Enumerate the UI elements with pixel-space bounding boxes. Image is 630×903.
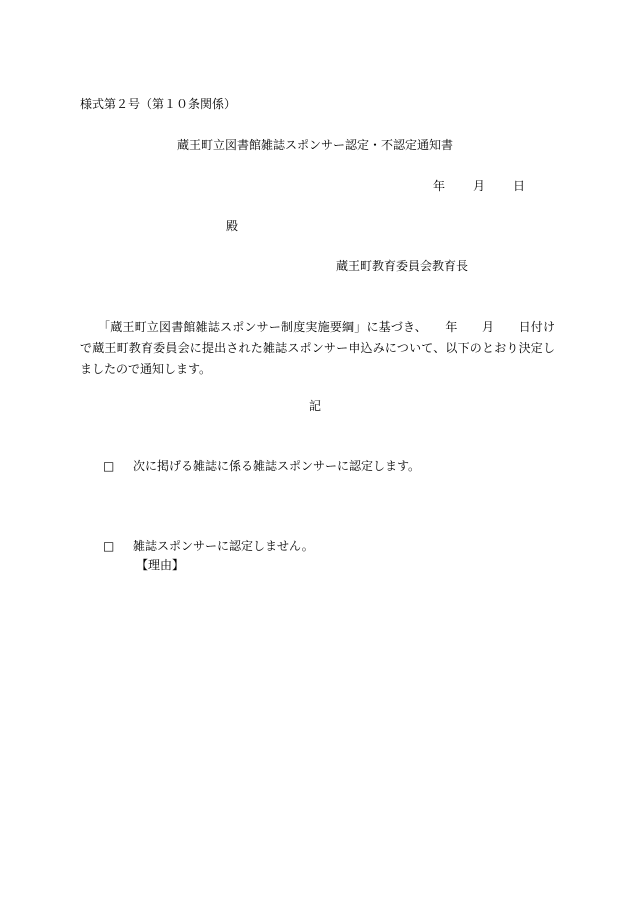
reason-label: 【理由】 [136, 558, 185, 572]
document-title: 蔵王町立図書館雑誌スポンサー認定・不認定通知書 [176, 138, 453, 152]
date-year-label: 年 [433, 179, 446, 193]
body-paragraph: 「蔵王町立図書館雑誌スポンサー制度実施要綱」に基づき、 年 月 日付けで蔵王町教育委員会に提出された雑誌スポンサー申込みについて、以下のとおり決定しましたので通知します。 [80, 320, 555, 376]
option-reject [103, 538, 314, 554]
option-approve-text: 次に掲げる雑誌に係る雑誌スポンサーに認定します。 [133, 459, 421, 473]
date-day-label: 日 [513, 179, 526, 193]
checkbox-approve[interactable]: □ [103, 459, 115, 473]
option-approve [103, 458, 420, 474]
form-number: 様式第２号（第１０条関係） [80, 97, 237, 111]
issuer-name: 蔵王町教育委員会教育長 [336, 259, 469, 273]
checkbox-reject[interactable]: □ [103, 539, 115, 553]
date-month-label: 月 [473, 179, 486, 193]
ki-heading: 記 [308, 399, 321, 413]
recipient-honorific: 殿 [226, 219, 239, 233]
option-reject-text: 雑誌スポンサーに認定しません。 [133, 539, 314, 553]
date-line [433, 178, 525, 194]
